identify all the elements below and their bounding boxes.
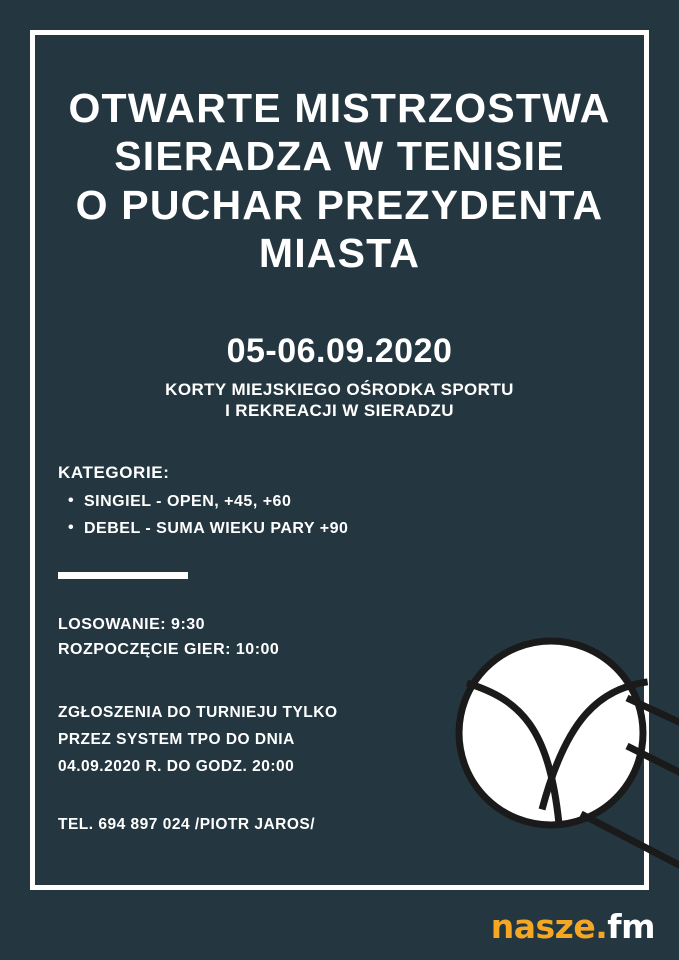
- registration-line-3: 04.09.2020 R. DO GODZ. 20:00: [58, 757, 295, 775]
- page-title: [48, 84, 631, 278]
- logo-dot: .: [595, 907, 608, 946]
- title-line-4: MIASTA: [258, 230, 421, 277]
- logo-name: nasze: [490, 907, 596, 946]
- categories-section: [48, 463, 631, 538]
- categories-list: [48, 493, 631, 538]
- registration-line-1: ZGŁOSZENIA DO TURNIEJU TYLKO: [58, 703, 338, 721]
- list-item: • SINGIEL - OPEN, +45, +60: [84, 493, 631, 511]
- venue-line-1: KORTY MIEJSKIEGO OŚRODKA SPORTU: [165, 379, 514, 399]
- registration-info: [58, 699, 388, 780]
- title-line-3: O PUCHAR PREZYDENTA: [75, 181, 604, 228]
- list-item: • DEBEL - SUMA WIEKU PARY +90: [84, 520, 631, 538]
- registration-line-2: PRZEZ SYSTEM TPO DO DNIA: [58, 730, 295, 748]
- event-date: 05-06.09.2020: [226, 331, 453, 370]
- schedule-start: ROZPOCZĘCIE GIER: 10:00: [58, 640, 280, 658]
- logo: [491, 907, 655, 946]
- event-venue: [48, 379, 631, 422]
- venue-line-2: I REKREACJI W SIERADZU: [225, 400, 454, 420]
- title-line-1: OTWARTE MISTRZOSTWA: [68, 85, 611, 131]
- schedule-section: [58, 613, 631, 663]
- divider: [58, 572, 188, 579]
- categories-heading: KATEGORIE:: [58, 463, 170, 482]
- title-line-2: SIERADZA W TENISIE: [114, 133, 565, 180]
- logo-suffix: fm: [607, 907, 655, 946]
- schedule-draw: LOSOWANIE: 9:30: [58, 616, 206, 633]
- contact-phone: TEL. 694 897 024 /PIOTR JAROS/: [58, 815, 316, 833]
- poster-content: [48, 48, 631, 912]
